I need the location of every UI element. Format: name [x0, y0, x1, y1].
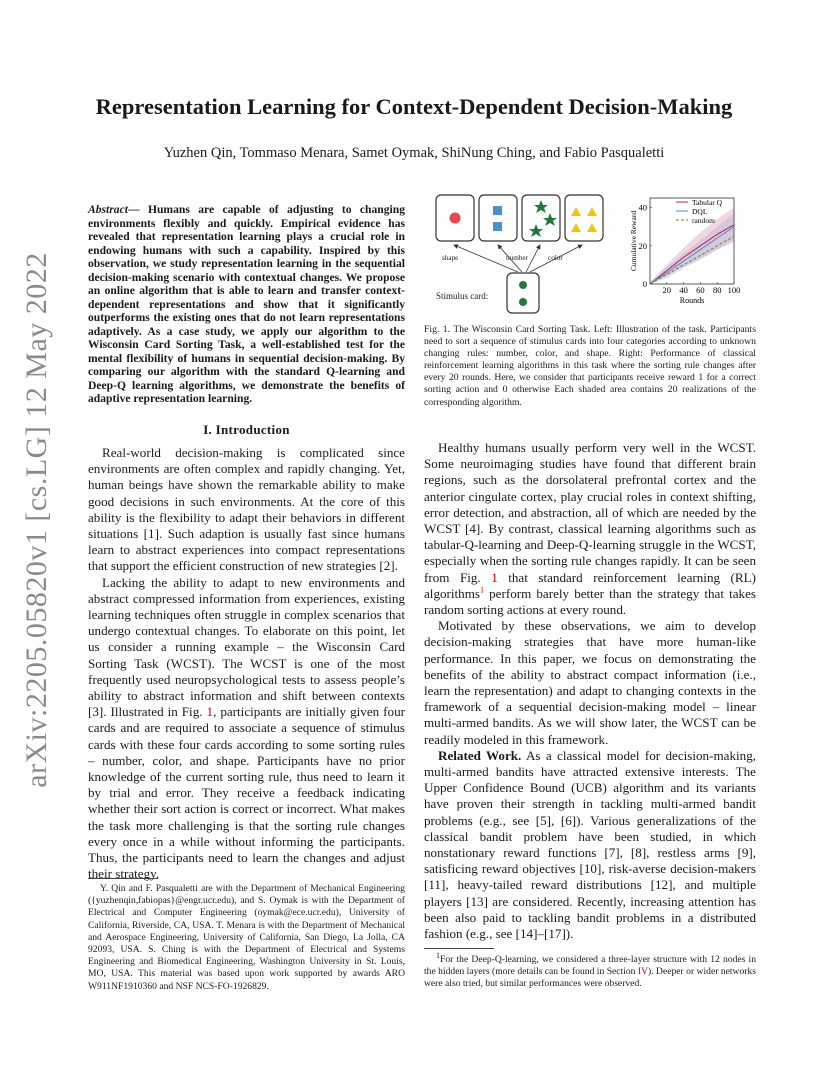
card-two-blue-squares [479, 195, 517, 241]
green-circle-icon [519, 298, 527, 306]
series-line-1 [650, 227, 734, 284]
abstract-label: Abstract [88, 203, 128, 216]
label-shape: shape [442, 254, 459, 262]
author-affiliation-footnote: Y. Qin and F. Pasqualetti are with the Department of Mechanical Engineering ({yuzhenqin,fabiopas}@engr.ucr.edu), and S. Oymak is with the Department of Electrical and Computer Engineering (oymak@ece.ucr.edu), University of California, Riverside, CA, USA. T. Menara is with the Department of Mechanical and Aerospace Engineering, University of California, San Diego, La Jolla, CA 92093, USA. S. Ching is with the Department of Electrical and Systems Engineering and Biomedical Engineering, Washington University in St. Louis, MO, USA. This material was based upon work supported by awards ARO W911NF1910360 and NSF NCS-FO-1926829. [88, 883, 405, 992]
legend-label-2: random [692, 216, 715, 225]
card-four-yellow-triangles [565, 195, 603, 241]
abstract [88, 203, 405, 406]
label-color: color [548, 254, 563, 262]
dql-footnote: $^1$For the Deep-Q-learning, we considered a three-layer structure with 12 nodes in the hidden layers (more details can be found in Section IV). Deeper or wider networks were also tried, but similar performances were observed. [424, 950, 756, 990]
arxiv-side-stamp: arXiv:2205.05820v1 [cs.LG] 12 May 2022 [20, 252, 53, 788]
footnote-rule-right [424, 948, 494, 949]
intro-paragraph-4: Motivated by these observations, we aim to develop decision-making strategies that have more human-like performance. In this paper, we focus on demonstrating the benefits of the ability to abstract compact information (i.e., learn the representation) and adapt to changing contexts in the framework of a sequential decision-making model – linear multi-armed bandits. As we will show later, the WCST can be readily modeled in this framework. [424, 618, 756, 747]
section-ref-link[interactable]: IV [637, 966, 649, 978]
green-circle-icon [519, 281, 527, 289]
x-tick-label-4: 100 [727, 285, 741, 295]
red-circle-icon [450, 213, 461, 224]
legend-label-0: Tabular Q [692, 198, 723, 207]
x-tick-label-0: 20 [662, 285, 672, 295]
abstract-text: — Humans are capable of adjusting to changing environments flexibly and quickly. Empirical evidence has revealed that representation learning plays a crucial role in endowing humans with such a capability. Inspired by this observation, we study representation learning in the sequential decision-making scenario with contextual changes. We propose an online algorithm that is able to learn and transfer context-dependent representations and show that it significantly outperforms the existing ones that do not learn representations adaptively. As a case study, we apply our algorithm to the Wisconsin Card Sorting Task, a well-established test for the mental flexibility of humans in sequential decision-making. By comparing our algorithm with the standard Q-learning and Deep-Q learning algorithms, we demonstrate the benefits of adaptive representation learning. [88, 203, 405, 405]
figure-1 [424, 188, 756, 318]
y-axis-label: Cumulative Reward [629, 210, 638, 272]
x-tick-label-3: 80 [712, 285, 722, 295]
left-column-body [88, 445, 405, 882]
cumulative-reward-chart [628, 190, 758, 312]
right-column-body [424, 440, 756, 942]
related-work-paragraph: Related Work. As a classical model for decision-making, multi-armed bandits have attracted extensive interests. The Upper Confidence Bound (UCB) algorithm and its variants have proven their strength in tackling multi-armed bandit problems (e.g., see [5], [6]). Various generalizations of the classical bandit problem have been studied, in which nonstationary reward functions [7], [8], restless arms [9], satisficing reward objectives [10], risk-averse decision-makers [11], heavy-tailed reward distributions [12], and multiple players [13] are considered. Recently, increasing attention has been also paid to tackling bandit problems in a distributed fashion (e.g., see [14]–[17]). [424, 747, 757, 942]
footnote-mark-link[interactable]: 1 [480, 585, 485, 595]
stimulus-card [507, 273, 539, 313]
blue-square-icon [493, 222, 502, 231]
label-number: number [506, 254, 528, 262]
legend-label-1: DQL [692, 207, 708, 216]
label-stimulus-card: Stimulus card: [436, 291, 489, 301]
y-tick-label-0: 0 [642, 279, 647, 289]
figure-ref-link[interactable]: 1 [491, 569, 498, 585]
x-tick-label-1: 40 [679, 285, 688, 295]
section-heading-introduction: I. Introduction [203, 422, 290, 437]
x-axis-label: Rounds [679, 296, 705, 305]
intro-paragraph-2: Lacking the ability to adapt to new environments and abstract compressed information from experiences, existing learning techniques often struggle in complex scenarios that undergo contextual changes. To elaborate on this point, let us consider a running example – the Wisconsin Card Sorting Task (WCST). The WCST is one of the most frequently used neuropsychological tests to assess people’s ability to abstract information and shift between contexts [3]. Illustrated in Fig. 1, participants are initially given four cards and are required to associate a sequence of stimulus cards with these four cards according to some sorting rules – number, color, and shape. Participants have no prior knowledge of the current sorting rule, thus need to learn it by trial and error. They receive a feedback indicating whether their sort action is correct or incorrect. What makes the task more challenging is that the sorting rule changes every once in a while without informing the participants. Thus, the participants need to learn the changes and adjust their strategy. [88, 574, 405, 882]
footnote-rule-left [88, 878, 158, 879]
related-work-heading: Related Work. [438, 747, 522, 763]
y-tick-label-1: 20 [638, 240, 647, 251]
y-tick-label-2: 40 [638, 202, 647, 213]
intro-paragraph-1: Real-world decision-making is complicated since environments are often complex and rapidly changing. Yet, human beings have shown the remarkable ability to make good decisions in such environments. At the core of this ability is the flexibility to adapt their behaviors in different situations [1]. Such adaption is usually fast since humans learn to abstract experiences into compact representations that support the efficient construction of new strategies [2]. [88, 445, 405, 574]
figure-1-caption: Fig. 1. The Wisconsin Card Sorting Task. Left: Illustration of the task. Participants need to sort a sequence of stimulus cards into four categories according to unknown changing rules: number, color, and shape. Right: Performance of classical reinforcement learning algorithms in this task where the sorting rule changes after every 20 rounds. Here, we consider that participants receive reward 1 for a correct sorting action and 0 otherwise Each shaded area contains 20 realizations of the corresponding algorithm. [424, 324, 756, 408]
x-tick-label-2: 60 [696, 285, 705, 295]
blue-square-icon [493, 206, 502, 215]
figure-ref-link[interactable]: 1 [206, 704, 214, 720]
paper-title: Representation Learning for Context-Dependent Decision-Making [95, 94, 733, 119]
intro-paragraph-3: Healthy humans usually perform very well in the WCST. Some neuroimaging studies have found that different brain regions, such as the dorsolateral prefrontal cortex and the anterior cingulate cortex, play crucial roles in context shifting, error detection, and abstraction, all of which are needed by the WCST [4]. By contrast, classical learning algorithms such as tabular-Q-learning and Deep-Q-learning struggle in the WCST, especially when the sorting rule changes rapidly. It can be seen from Fig. 1 that standard reinforcement learning (RL) algorithms$^1$ perform barely better than the strategy that takes random sorting actions at every round. [424, 440, 756, 618]
author-list: Yuzhen Qin, Tommaso Menara, Samet Oymak, ShiNung Ching, and Fabio Pasqualetti [163, 145, 665, 161]
